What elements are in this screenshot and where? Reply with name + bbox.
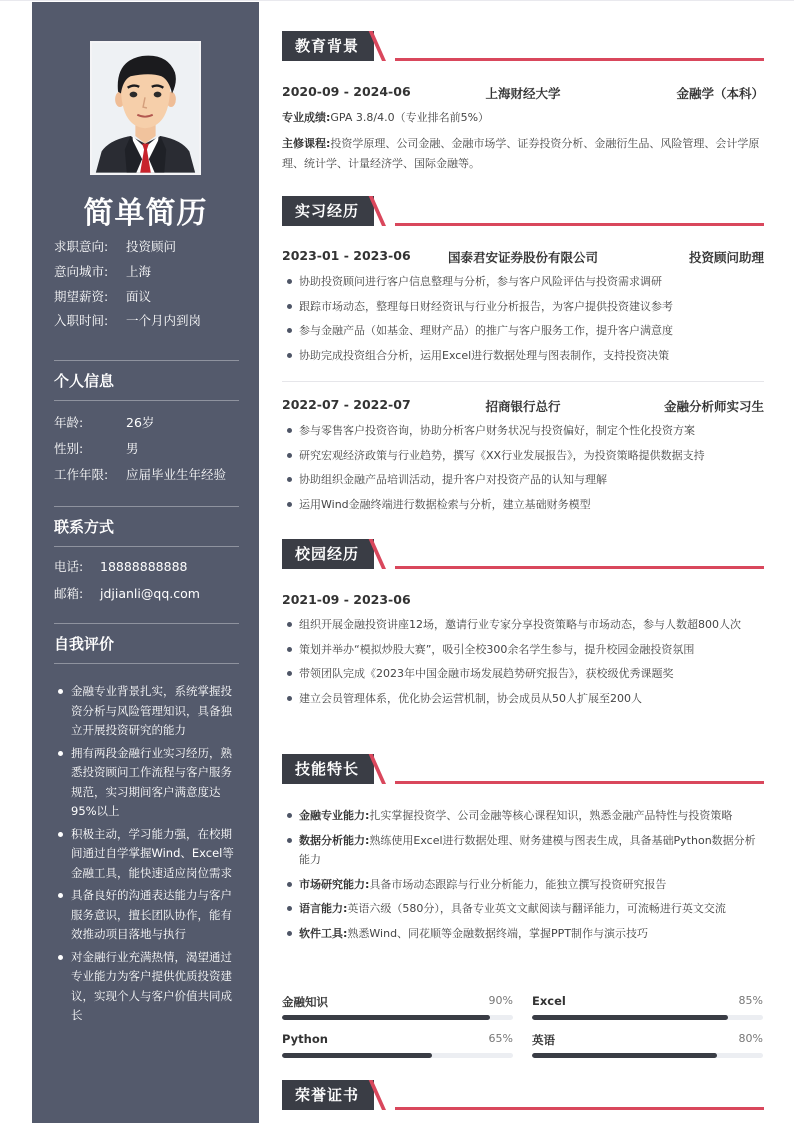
accent-rule <box>395 566 764 569</box>
job-bullets <box>282 421 764 519</box>
skill-bar <box>282 1032 513 1062</box>
section-title: 教育背景 <box>282 31 374 61</box>
list-item: 协助投资顾问进行客户信息整理与分析，参与客户风险评估与投资需求调研 <box>282 272 764 292</box>
page-edge <box>0 0 794 1</box>
section-title: 校园经历 <box>282 539 374 569</box>
period: 2020-09 - 2024-06 <box>282 84 411 99</box>
self-eval-section <box>54 623 239 664</box>
gpa-value: GPA 3.8/4.0（专业排名前5%） <box>330 111 490 124</box>
age-row <box>54 414 154 432</box>
list-item <box>282 924 764 944</box>
list-item: 参与零售客户投资咨询，协助分析客户财务状况与投资偏好，制定个性化投资方案 <box>282 421 764 441</box>
accent-rule <box>395 1107 764 1110</box>
skill-bar-fill <box>532 1015 728 1020</box>
skill-bar-fill <box>282 1015 490 1020</box>
skill-bar-percent: 85% <box>738 994 763 1007</box>
field-value: 上海 <box>126 264 152 279</box>
field-label: 求职意向: <box>54 239 109 254</box>
list-item: 跟踪市场动态，整理每日财经资讯与行业分析报告，为客户提供投资建议参考 <box>282 297 764 317</box>
target-city-row <box>54 263 151 281</box>
self-eval-list <box>54 682 242 1029</box>
list-item: 组织开展金融投资讲座12场，邀请行业专家分享投资策略与市场动态，参与人数超800人次 <box>282 615 764 635</box>
list-item: 建立会员管理体系，优化协会运营机制，协会成员从50人扩展至200人 <box>282 689 764 709</box>
accent-rule <box>395 223 764 226</box>
email-row <box>54 585 200 603</box>
job-row <box>282 397 764 415</box>
section-title: 联系方式 <box>54 518 115 536</box>
section-title: 个人信息 <box>54 372 115 390</box>
gender-row <box>54 440 139 458</box>
field-value: 应届毕业生年经验 <box>126 467 227 482</box>
field-value: 男 <box>126 441 139 456</box>
list-item: 运用Wind金融终端进行数据检索与分析，建立基础财务模型 <box>282 495 764 515</box>
skill-bar-name: Python <box>282 1032 328 1046</box>
skill-bar-fill <box>532 1053 717 1058</box>
list-item: 带领团队完成《2023年中国金融市场发展趋势研究报告》，获校级优秀课题奖 <box>282 664 764 684</box>
list-item: 具备良好的沟通表达能力与客户服务意识，擅长团队协作，能有效推动项目落地与执行 <box>54 886 242 945</box>
skill-bar <box>532 994 763 1024</box>
skill-bar-percent: 80% <box>738 1032 763 1045</box>
skill-bar-percent: 65% <box>488 1032 513 1045</box>
skill-bar-track <box>532 1015 763 1020</box>
start-time-row <box>54 312 201 330</box>
list-item <box>282 806 764 826</box>
skill-bar <box>282 994 513 1024</box>
courses-value: 投资学原理、公司金融、金融市场学、证券投资分析、金融衍生品、风险管理、会计学原理、统计学、计量经济学、国际金融等。 <box>282 137 760 170</box>
section-title: 实习经历 <box>282 196 374 226</box>
section-title: 技能特长 <box>282 754 374 784</box>
sidebar <box>32 2 259 1123</box>
section-divider <box>54 400 239 401</box>
profile-photo <box>90 41 201 175</box>
list-item: 拥有两段金融行业实习经历，熟悉投资顾问工作流程与客户服务规范，实习期间客户满意度达95%以上 <box>54 744 242 822</box>
section-title: 荣誉证书 <box>282 1080 374 1110</box>
list-item: 参与金融产品（如基金、理财产品）的推广与客户服务工作，提升客户满意度 <box>282 321 764 341</box>
field-value: 面议 <box>126 289 152 304</box>
company: 国泰君安证券股份有限公司 <box>447 250 598 265</box>
skill-bar-track <box>282 1053 513 1058</box>
skills-section-header <box>282 754 764 786</box>
school: 上海财经大学 <box>485 86 561 101</box>
role: 金融分析师实习生 <box>663 399 764 414</box>
period: 2023-01 - 2023-06 <box>282 248 411 263</box>
list-item: 协助完成投资组合分析，运用Excel进行数据处理与图表制作，支持投资决策 <box>282 346 764 366</box>
major: 金融学（本科） <box>676 86 764 101</box>
skill-bar-name: Excel <box>532 994 566 1008</box>
skill-bar-track <box>532 1053 763 1058</box>
courses-line <box>282 134 764 174</box>
section-divider <box>54 663 239 664</box>
list-item: 金融专业背景扎实，系统掌握投资分析与风险管理知识，具备独立开展投资研究的能力 <box>54 682 242 741</box>
field-label: 工作年限: <box>54 467 109 482</box>
skill-text: 具备市场动态跟踪与行业分析能力，能独立撰写投资研究报告 <box>369 877 667 891</box>
campus-bullets <box>282 615 764 713</box>
job-intention-row <box>54 238 176 256</box>
campus-row <box>282 592 764 610</box>
list-item <box>282 831 764 870</box>
list-item: 研究宏观经济政策与行业趋势，撰写《XX行业发展报告》，为投资策略提供数据支持 <box>282 446 764 466</box>
skill-text: 熟练使用Excel进行数据处理、财务建模与图表生成，具备基础Python数据分析能力 <box>299 833 756 866</box>
job-bullets <box>282 272 764 370</box>
field-label: 意向城市: <box>54 264 109 279</box>
job-divider <box>282 381 764 382</box>
list-item: 协助组织金融产品培训活动，提升客户对投资产品的认知与理解 <box>282 470 764 490</box>
education-section-header <box>282 31 764 63</box>
honors-section-header <box>282 1080 764 1112</box>
company: 招商银行总行 <box>485 399 561 414</box>
expected-salary-row <box>54 288 151 306</box>
contact-section <box>54 506 239 547</box>
field-label: 性别: <box>54 441 84 456</box>
skill-label: 市场研究能力: <box>299 877 370 891</box>
list-item: 积极主动，学习能力强，在校期间通过自学掌握Wind、Excel等金融工具，能快速适应岗位需求 <box>54 825 242 884</box>
list-item <box>282 899 764 919</box>
skill-bar <box>532 1032 763 1062</box>
list-item <box>282 875 764 895</box>
field-label: 入职时间: <box>54 313 109 328</box>
list-item: 策划并举办“模拟炒股大赛”，吸引全校300余名学生参与，提升校园金融投资氛围 <box>282 640 764 660</box>
field-label: 电话: <box>54 559 84 574</box>
period: 2021-09 - 2023-06 <box>282 592 411 607</box>
skill-bar-track <box>282 1015 513 1020</box>
skill-text: 英语六级（580分），具备专业英文文献阅读与翻译能力，可流畅进行英文交流 <box>347 902 726 915</box>
job-row <box>282 248 764 266</box>
skill-label: 数据分析能力: <box>299 833 370 847</box>
field-label: 年龄: <box>54 415 84 430</box>
skill-bar-name: 英语 <box>532 1033 555 1047</box>
field-value: 26岁 <box>126 415 155 430</box>
field-label: 期望薪资: <box>54 289 109 304</box>
skills-bullets <box>282 806 764 948</box>
courses-label: 主修课程: <box>282 137 331 150</box>
email-value[interactable]: jdjianli@qq.com <box>100 586 200 601</box>
gpa-label: 专业成绩: <box>282 111 331 124</box>
period: 2022-07 - 2022-07 <box>282 397 411 412</box>
skill-label: 语言能力: <box>299 902 348 915</box>
list-item: 对金融行业充满热情，渴望通过专业能力为客户提供优质投资建议，实现个人与客户价值共同成长 <box>54 948 242 1026</box>
accent-rule <box>395 781 764 784</box>
campus-section-header <box>282 539 764 571</box>
education-row <box>282 84 764 102</box>
phone-row <box>54 558 187 576</box>
field-value: 投资顾问 <box>126 239 177 254</box>
avatar-illustration <box>92 43 199 173</box>
section-title: 自我评价 <box>54 635 115 653</box>
gpa-line <box>282 108 764 128</box>
skill-bar-percent: 90% <box>488 994 513 1007</box>
accent-rule <box>395 58 764 61</box>
section-divider <box>54 546 239 547</box>
work-years-row <box>54 466 226 484</box>
phone-value[interactable]: 18888888888 <box>100 559 188 574</box>
skill-bar-fill <box>282 1053 432 1058</box>
role: 投资顾问助理 <box>688 250 764 265</box>
skill-label: 软件工具: <box>299 926 348 940</box>
field-label: 邮箱: <box>54 586 84 601</box>
resume-title: 简单简历 <box>83 196 208 231</box>
skill-text: 熟悉Wind、同花顺等金融数据终端，掌握PPT制作与演示技巧 <box>347 926 649 940</box>
internship-section-header <box>282 196 764 228</box>
personal-info-section <box>54 360 239 401</box>
field-value: 一个月内到岗 <box>126 313 202 328</box>
skill-label: 金融专业能力: <box>299 809 370 822</box>
skill-bar-name: 金融知识 <box>282 995 328 1009</box>
skill-text: 扎实掌握投资学、公司金融等核心课程知识，熟悉金融产品特性与投资策略 <box>369 809 733 822</box>
